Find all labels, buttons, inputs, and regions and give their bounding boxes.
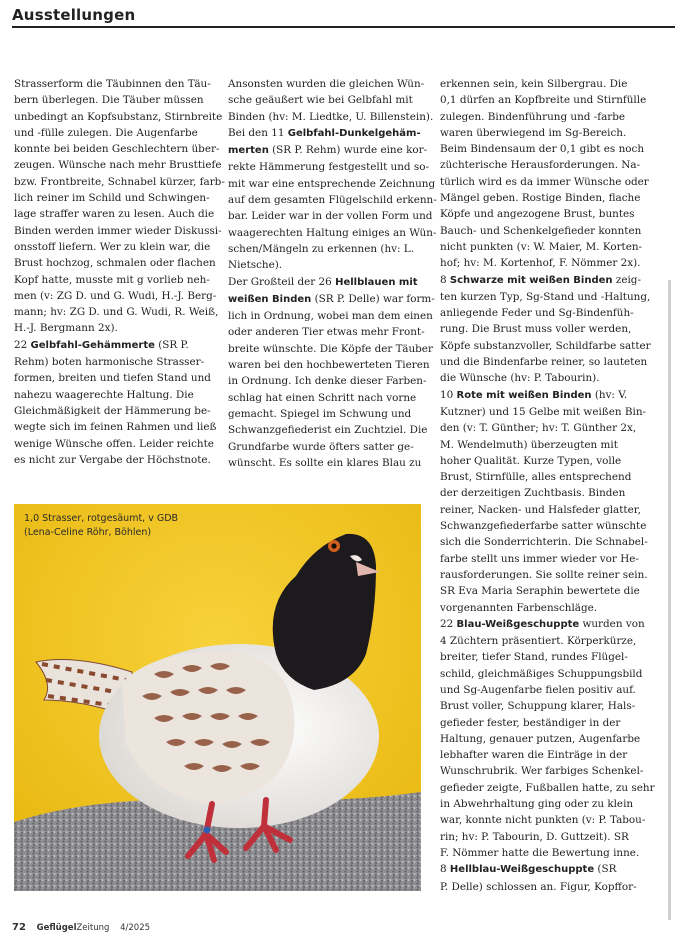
bold-heading: Rote mit weißen Binden (456, 389, 592, 401)
text-line: Brust, Stirnfülle, alles entsprechend (440, 471, 632, 484)
page-footer (12, 922, 150, 933)
text-line: Bauch- und Schenkelgefieder konnten (440, 224, 642, 237)
text-column-2 (228, 76, 437, 471)
text-line: rausforderungen. Sie sollte reiner sein. (440, 568, 648, 581)
text-line: hoher Qualität. Kurze Typen, volle (440, 454, 622, 467)
text-line: gefieder zeigte, Fußballen hatte, zu sehr (440, 781, 655, 794)
text-line: nahezu waagerechte Haltung. Die (14, 388, 194, 401)
text-line: Wunschrubrik. Wer farbiges Schenkel- (440, 765, 644, 778)
text-line: konnte bei beiden Geschlechtern über- (14, 143, 220, 156)
text-line: SR Eva Maria Seraphin bewertete die (440, 585, 640, 598)
text-line: oder anderen Tier etwas mehr Front- (228, 326, 425, 339)
text-line: H.-J. Bergmann 2x). (14, 322, 118, 335)
text-line: M. Wendelmuth) überzeugten mit (440, 438, 618, 451)
text-line: in Ordnung. Ich denke dieser Farben- (228, 375, 427, 388)
text-line: 4 Züchtern präsentiert. Körperkürze, (440, 635, 637, 648)
section-title: Ausstellungen (12, 6, 136, 24)
paragraph (440, 861, 640, 895)
text-line: wegte sich im feinen Rahmen und ließ (14, 421, 217, 434)
text-line: schild, gleichmäßiges Schuppungsbild (440, 667, 643, 680)
text-line: war, konnte nicht punkten (v: P. Tabou- (440, 814, 646, 827)
text-line: 0,1 dürfen an Kopfbreite und Stirnfülle (440, 94, 647, 107)
text-line: zeugen. Wünsche nach mehr Brusttiefe (14, 159, 222, 172)
text-line: Kutzner) und 15 Gelbe mit weißen Bin- (440, 405, 647, 418)
text-line: der derzeitigen Zuchtbasis. Binden (440, 487, 626, 500)
text-line: F. Nömmer hatte die Bewertung inne. (440, 846, 640, 859)
text-line: in Abwehrhaltung ging oder zu klein (440, 798, 634, 811)
text-line: Brust voller, Schuppung klarer, Hals- (440, 700, 636, 713)
issue-number: 4/2025 (120, 923, 151, 933)
text-line: Beim Bindensaum der 0,1 gibt es noch (440, 143, 645, 156)
text-line: und -fülle zulegen. Die Augenfarbe (14, 126, 198, 139)
text-line: die Wünsche (hv: P. Tabourin). (440, 372, 600, 385)
magazine-name-bold: Geflügel (36, 923, 77, 933)
text-line: Nietsche). (228, 259, 283, 272)
text-line: bern überlegen. Die Täuber müssen (14, 94, 204, 107)
bold-heading: merten (228, 145, 269, 157)
text-line: Kopf hatte, musste mit g vorlieb neh- (14, 273, 210, 286)
text-line: erkennen sein, kein Silbergrau. Die (440, 78, 628, 90)
text-line: anliegende Feder und Sg-Bindenfüh- (440, 307, 634, 320)
magazine-name-rest: Zeitung (76, 923, 110, 933)
text-line: gemacht. Spiegel im Schwung und (228, 407, 412, 420)
bold-heading: Gelbfahl-Dunkelgehäm- (287, 127, 421, 139)
paragraph (440, 387, 648, 616)
text-line: lich reiner im Schild und Schwingen- (14, 192, 210, 205)
text-line: Strasserform die Täubinnen den Täu- (14, 78, 211, 90)
bold-heading: Schwarze mit weißen Binden (449, 274, 613, 286)
text-line: unbedingt an Kopfsubstanz, Stirnbreite (14, 110, 223, 123)
text-line: wenige Wünsche offen. Leider reichte (14, 437, 214, 450)
paragraph (228, 76, 437, 274)
text-line: Schwanzgefiederfarbe satter wünschte (440, 520, 647, 533)
page-edge-shadow (668, 280, 671, 920)
text-line: weißen Binden (SR P. Delle) war form- (228, 292, 435, 305)
text-line: breite wünschte. Die Köpfe der Täuber (228, 342, 433, 355)
text-line: Ansonsten wurden die gleichen Wün- (228, 78, 425, 90)
header-rule (12, 26, 675, 28)
caption-line-2: (Lena-Celine Röhr, Böhlen) (24, 527, 152, 538)
paragraph (440, 76, 649, 272)
bold-heading: Hellblau-Weißgeschuppte (449, 864, 595, 876)
text-line: lage straffer waren zu lesen. Auch die (14, 208, 215, 221)
text-line: es nicht zur Vergabe der Höchstnote. (14, 453, 211, 466)
text-line: 22 Blau-Weißgeschuppte wurden von (440, 617, 645, 630)
text-line: farbe stellt uns immer wieder vor He- (440, 552, 639, 565)
pigeon-photo (14, 504, 421, 891)
text-line: waagerechten Haltung einiges an Wün- (228, 226, 437, 239)
text-line: Grundfarbe wurde öfters satter ge- (228, 440, 414, 453)
text-line: Gleichmäßigkeit der Hämmerung be- (14, 404, 211, 417)
text-line: Der Großteil der 26 Hellblauen mit (228, 275, 418, 288)
text-line: waren bei den hochbewerteten Tieren (228, 359, 430, 372)
text-column-3 (440, 76, 655, 895)
text-line: men (v: ZG D. und G. Wudi, H.-J. Berg- (14, 289, 217, 302)
text-line: züchterische Herausforderungen. Na- (440, 159, 641, 172)
paragraph (440, 616, 655, 861)
photo-caption (24, 512, 178, 540)
text-line: nicht punkten (v: W. Maier, M. Korten- (440, 240, 643, 253)
bold-heading: Blau-Weißgeschuppte (456, 618, 580, 630)
text-line: Haltung, genauer putzen, Augenfarbe (440, 732, 641, 745)
text-line: Binden (hv: M. Liedtke, U. Billenstein). (228, 110, 434, 123)
text-line: schen/Mängeln zu erkennen (hv: L. (228, 242, 415, 255)
text-line: Schwanzgefiederist ein Zuchtziel. Die (228, 424, 428, 437)
text-line: Köpfe substanzvoller, Schildfarbe satter (440, 339, 651, 352)
text-line: Bei den 11 Gelbfahl-Dunkelgehäm- (228, 126, 421, 139)
text-line: Brust hochzog, schmalen oder flachen (14, 257, 216, 270)
text-line: bzw. Frontbreite, Schnabel kürzer, farb- (14, 175, 225, 188)
text-line: Binden werden immer wieder Diskussi- (14, 224, 222, 237)
text-line: gefieder fester, beständiger in der (440, 716, 621, 729)
text-line: waren überwiegend im Sg-Bereich. (440, 126, 627, 139)
text-line: bar. Leider war in der vollen Form und (228, 210, 433, 223)
text-line: merten (SR P. Rehm) wurde eine kor- (228, 144, 428, 157)
text-line: 8 Schwarze mit weißen Binden zeig- (440, 273, 641, 286)
text-line: Rehm) boten harmonische Strasser- (14, 356, 205, 369)
page-number: 72 (12, 922, 26, 933)
text-line: auf dem gesamten Flügelschild erkenn- (228, 194, 437, 207)
text-line: sche geäußert wie bei Gelbfahl mit (228, 94, 413, 107)
text-line: formen, breiten und tiefen Stand und (14, 372, 211, 385)
text-line: 10 Rote mit weißen Binden (hv: V. (440, 388, 628, 401)
caption-line-1: 1,0 Strasser, rotgesäumt, v GDB (24, 513, 179, 524)
text-line: rin; hv: P. Tabourin, D. Guttzeit). SR (440, 830, 629, 843)
text-line: reiner, Nacken- und Halsfeder glatter, (440, 503, 641, 516)
text-line: wünscht. Es sollte ein klares Blau zu (228, 456, 422, 469)
text-line: P. Delle) schlossen an. Figur, Kopffor- (440, 880, 637, 893)
text-line: lich in Ordnung, wobei man dem einen (228, 310, 433, 323)
text-line: 22 Gelbfahl-Gehämmerte (SR P. (14, 338, 189, 351)
text-line: ten kurzen Typ, Sg-Stand und -Haltung, (440, 290, 651, 303)
paragraph (14, 76, 225, 337)
text-line: Mängel geben. Rostige Binden, flache (440, 192, 641, 205)
text-line: Köpfe und angezogene Brust, buntes (440, 208, 635, 221)
text-line: türlich wird es da immer Wünsche oder (440, 175, 649, 188)
pigeon-illustration (14, 504, 421, 891)
text-line: mann; hv: ZG D. und G. Wudi, R. Weiß, (14, 306, 219, 319)
text-line: vorgenannten Farbenschläge. (440, 601, 598, 614)
paragraph (228, 274, 435, 472)
text-line: breiter, tiefer Stand, rundes Flügel- (440, 651, 628, 664)
text-line: lebhafter waren die Einträge in der (440, 749, 628, 762)
text-line: hof; hv: M. Kortenhof, F. Nömmer 2x). (440, 257, 641, 270)
text-line: schlag hat einen Schritt nach vorne (228, 391, 417, 404)
text-line: zulegen. Bindenführung und -farbe (440, 110, 626, 123)
text-line: rung. Die Brust muss voller werden, (440, 323, 632, 336)
text-line: und die Bindenfarbe reiner, so lauteten (440, 356, 648, 369)
text-line: rekte Hämmerung festgestellt und so- (228, 161, 429, 174)
text-line: den (v: T. Günther; hv: T. Günther 2x, (440, 422, 637, 435)
text-line: mit war eine entsprechende Zeichnung (228, 177, 436, 190)
bold-heading: Gelbfahl-Gehämmerte (30, 339, 155, 351)
text-line: sich die Sonderrichterin. Die Schnabel- (440, 536, 648, 549)
bold-heading: weißen Binden (228, 293, 312, 305)
text-line: 8 Hellblau-Weißgeschuppte (SR (440, 863, 617, 876)
bold-heading: Hellblauen mit (335, 276, 418, 288)
paragraph (440, 272, 651, 387)
text-line: und Sg-Augenfarbe fielen positiv auf. (440, 683, 636, 696)
paragraph (14, 337, 217, 468)
text-line: onsstoff liefern. Wer zu klein war, die (14, 240, 211, 253)
text-column-1 (14, 76, 225, 468)
